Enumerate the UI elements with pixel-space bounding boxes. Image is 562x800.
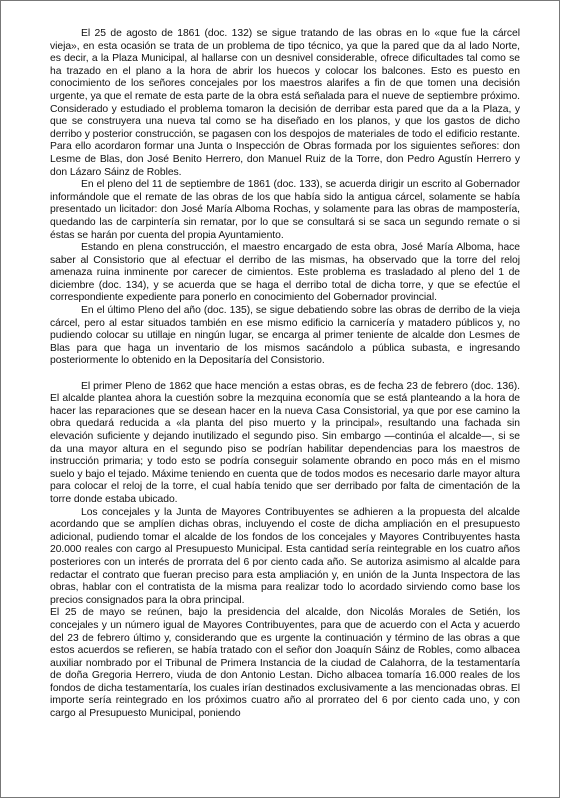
paragraph-1: El 25 de agosto de 1861 (doc. 132) se sigue tratando de las obras en lo «que fue la cárcel vieja», en esta ocasión se trata de un problema de tipo técnico, ya que la pared que da al lado Norte, es decir, a la Plaza Municipal, al hallarse con un desnivel considerable, ofrece dificultades tal como se ha trazado en el plano a la hora de abrir los huecos y colocar los balcones. Esto es puesto en conocimiento de los señores concejales por los maestros alarifes a fin de que tomen una decisión urgente, ya que el remate de esta parte de la obra está señalada para el nueve de septiembre próximo. Considerado y estudiado el problema tomaron la decisión de derribar esta pared que da a la Plaza, y que se construyera una nueva tal como se ha diseñado en los planos, y que los gastos de dicho derribo y posterior construcción, se pagasen con los despojos de materiales de todo el edificio restante. Para ello acordaron formar una Junta o Inspección de Obras formada por los siguientes señores: don Lesme de Blas, don José Benito Herrero, don Manuel Ruiz de la Torre, don Pedro Agustín Herrero y don Lázaro Sáinz de Robles. [50, 28, 520, 178]
paragraph-2: En el pleno del 11 de septiembre de 1861 (doc. 133), se acuerda dirigir un escrito al Gobernador informándole que el remate de las obras de los que había sido la antigua cárcel, solamente se había presentado un licitador: don José María Alboma Rochas, y solamente para las obras de mampostería, quedando las de carpintería sin rematar, por lo que se consultará si se saca un segundo remate o si éstas se harán por cuenta del propia Ayuntamiento. [50, 179, 520, 241]
document-body [50, 28, 520, 721]
paragraph-6: Los concejales y la Junta de Mayores Contribuyentes se adhieren a la propuesta del alcalde acordando que se amplíen dichas obras, incluyendo el coste de dicha ampliación en el presupuesto adicional, pudiendo tomar el alcalde de los fondos de los concejales y Mayores Contribuyentes hasta 20.000 reales con cargo al Presupuesto Municipal. Esta cantidad sería reintegrable en los cuatro años posteriores con un interés de prorrata del 6 por ciento cada año. Se autoriza asimismo al alcalde para redactar el contrato que fueran preciso para esta ampliación y, en unión de la Junta Inspectora de las obras, hablar con el contratista de la misma para realizar todo lo acordado sirviendo como base los precios consignados para la obra principal. [50, 506, 520, 606]
paragraph-7: El 25 de mayo se reúnen, bajo la presidencia del alcalde, don Nicolás Morales de Setién, los concejales y un número igual de Mayores Contribuyentes, para que de acuerdo con el Acta y acuerdo del 23 de febrero último y, considerando que es urgente la continuación y término de las obras a que estos acuerdos se refieren, se había tratado con el señor don Joaquín Sáinz de Robles, como albacea auxiliar nombrado por el Tribunal de Primera Instancia de la ciudad de Calahorra, de la testamentaría de doña Gregoria Herrero, viuda de don Antonio Lestan. Dicho albacea tomaría 16.000 reales de los fondos de dicha testamentaría, los cuales irían destinados exclusivamente a las mencionadas obras. El importe sería reintegrado en los próximos cuatro año al prorrateo del 6 por ciento cada uno, y con cargo al Presupuesto Municipal, poniendo [50, 607, 520, 720]
paragraph-3: Estando en plena construcción, el maestro encargado de esta obra, José María Alboma, hace saber al Consistorio que al efectuar el derribo de las mismas, ha observado que la torre del reloj amenaza ruina inminente por carecer de cimientos. Este problema es trasladado al pleno del 1 de diciembre (doc. 134), y se acuerda que se haga el derribo total de dicha torre, y que se efectúe el correspondiente expediente para ponerlo en conocimiento del Gobernador provincial. [50, 242, 520, 304]
paragraph-4: En el último Pleno del año (doc. 135), se sigue debatiendo sobre las obras de derribo de la vieja cárcel, pero al estar situados también en ese mismo edificio la carnicería y matadero públicos y, no pudiendo colocar su utillaje en ningún lugar, se encarga al primer teniente de alcalde don Lesmes de Blas para que haga un inventario de los mismos sacándolo a pública subasta, e ingresando posteriormente lo obtenido en la Depositaría del Consistorio. [50, 305, 520, 367]
paragraph-5: El primer Pleno de 1862 que hace mención a estas obras, es de fecha 23 de febrero (doc. 136). El alcalde plantea ahora la cuestión sobre la mezquina economía que se está planteando a la hora de hacer las reparaciones que se desean hacer en la nueva Casa Consistorial, ya que por ese camino la obra quedará reducida a «la planta del piso muerto y la principal», resultando una fachada sin elevación suficiente y dejando inutilizado el segundo piso. Sin embargo —continúa el alcalde—, si se da una mayor altura en el segundo piso se podrían habilitar dependencias para los maestros de instrucción primaria; y todo esto se podría conseguir solamente obrando en poco más en el mismo suelo y bajo el tejado. Máxime teniendo en cuenta que de todos modos es necesario darle mayor altura para colocar el reloj de la torre, el cual había tenido que ser derribado por falta de cimentación de la torre donde estaba ubicado. [50, 380, 520, 505]
